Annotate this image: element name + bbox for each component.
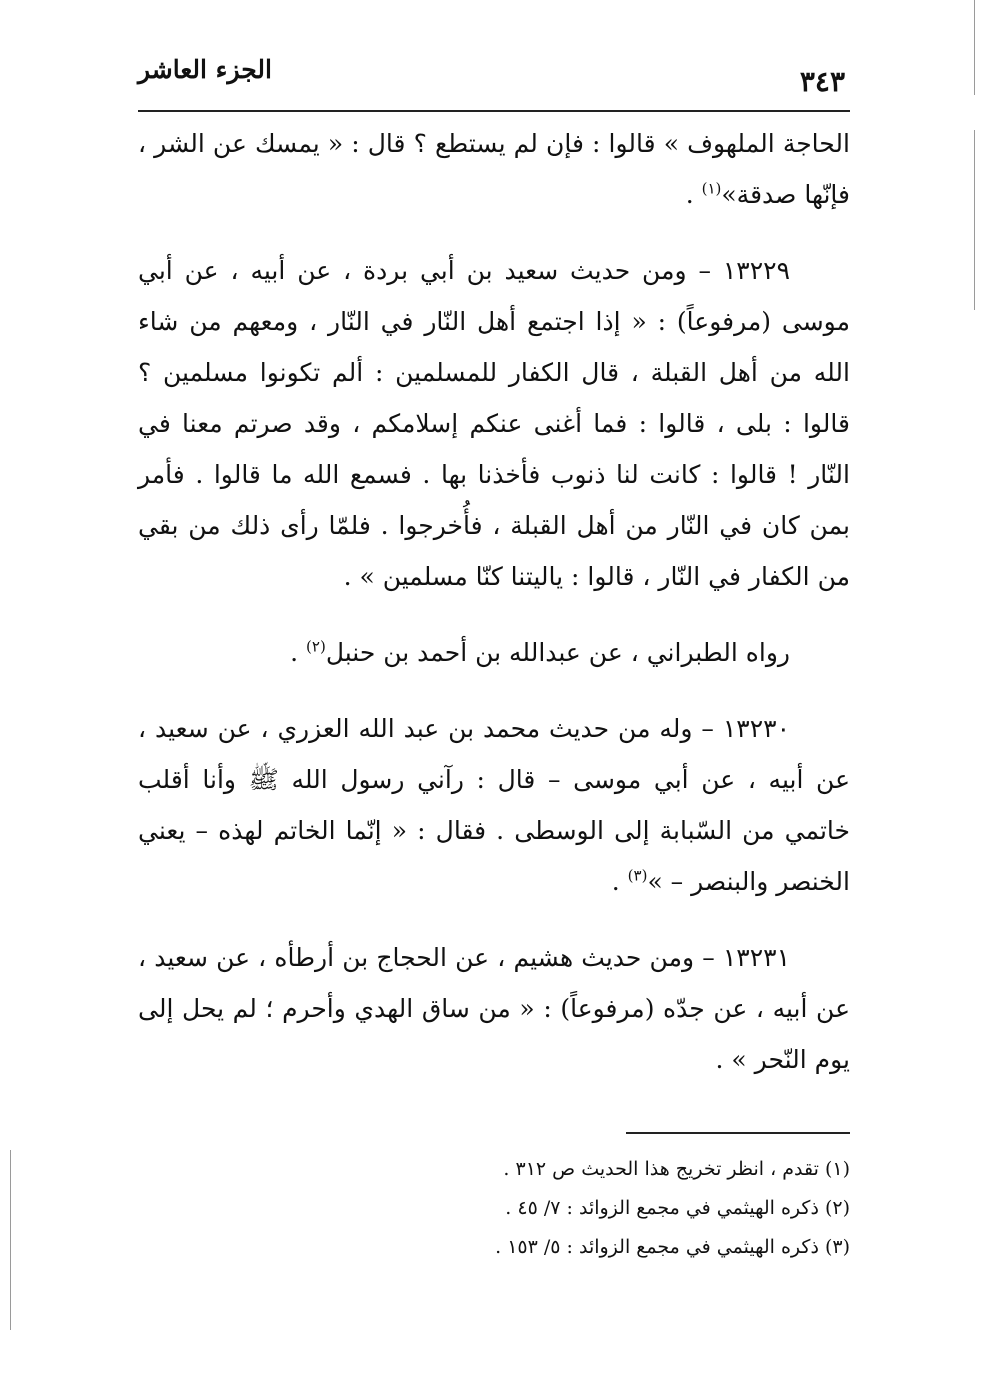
page-number: ٣٤٣ [799,65,845,98]
hadith-13231 [138,932,850,1085]
hadith-13230 [138,703,850,907]
paragraph-text: ١٣٢٣١ – ومن حديث هشيم ، عن الحجاج بن أرطأه ، عن سعيد ، عن أبيه ، عن جدّه (مرفوعاً) : « من ساق الهدي وأحرم ؛ لم يحل إلى يوم النّحر » . [138,943,850,1074]
footnote-ref: (١) [701,179,722,198]
paragraph-tail: . [290,638,307,667]
paragraph-text: الحاجة الملهوف » قالوا : فإن لم يستطع ؟ قال : « يمسك عن الشر ، فإنّها صدقة» [138,129,850,209]
header-rule [138,110,850,112]
main-text [138,118,850,1110]
page-header [138,45,850,105]
hadith-13229 [138,245,850,602]
paragraph-text: ١٣٢٢٩ – ومن حديث سعيد بن أبي بردة ، عن أبيه ، عن أبي موسى (مرفوعاً) : « إذا اجتمع أهل النّار في النّار ، ومعهم من شاء الله من أهل القبلة ، قال الكفار للمسلمين : ألم تكونوا مسلمين ؟ قالوا : بلى ، قالوا : فما أغنى عنكم إسلامكم ، وقد صرتم معنا في النّار ! قالوا : كانت لنا ذنوب فأخذنا بها . فسمع الله ما قالوا . فأمر بمن كان في النّار من أهل القبلة ، فأُخرجوا . فلمّا رأى ذلك من بقي من الكفار في النّار ، قالوا : ياليتنا كنّا مسلمين » . [138,256,850,591]
footnote-3: (٣) ذكره الهيثمي في مجمع الزوائد : ٥/ ١٥٣ . [495,1236,850,1258]
footnotes [300,1150,850,1267]
narration-note [138,627,850,678]
footnote-1: (١) تقدم ، انظر تخريج هذا الحديث ص ٣١٢ . [503,1158,850,1180]
scan-edge-mark-bottom [10,1150,11,1330]
footnote-ref: (٢) [306,637,326,656]
scan-edge-mark-top [974,0,975,95]
footnote-rule [626,1132,850,1134]
paragraph-text: ١٣٢٣٠ – وله من حديث محمد بن عبد الله العزري ، عن سعيد ، عن أبيه ، عن أبي موسى – قال : رآني رسول الله ﷺ وأنا أقلب خاتمي من السّبابة إلى الوسطى . فقال : « إنّما الخاتم لهذه – يعني الخنصر والبنصر – » [138,714,850,896]
footnote-2: (٢) ذكره الهيثمي في مجمع الزوائد : ٧/ ٤٥ . [505,1197,850,1219]
paragraph-text: رواه الطبراني ، عن عبدالله بن أحمد بن حنبل [325,638,790,667]
scan-edge-mark-mid [974,130,975,310]
paragraph-tail: . [685,180,702,209]
paragraph-continuation [138,118,850,220]
running-title: الجزء العاشر [138,55,272,84]
footnote-ref: (٣) [627,866,648,885]
paragraph-tail: . [611,867,628,896]
